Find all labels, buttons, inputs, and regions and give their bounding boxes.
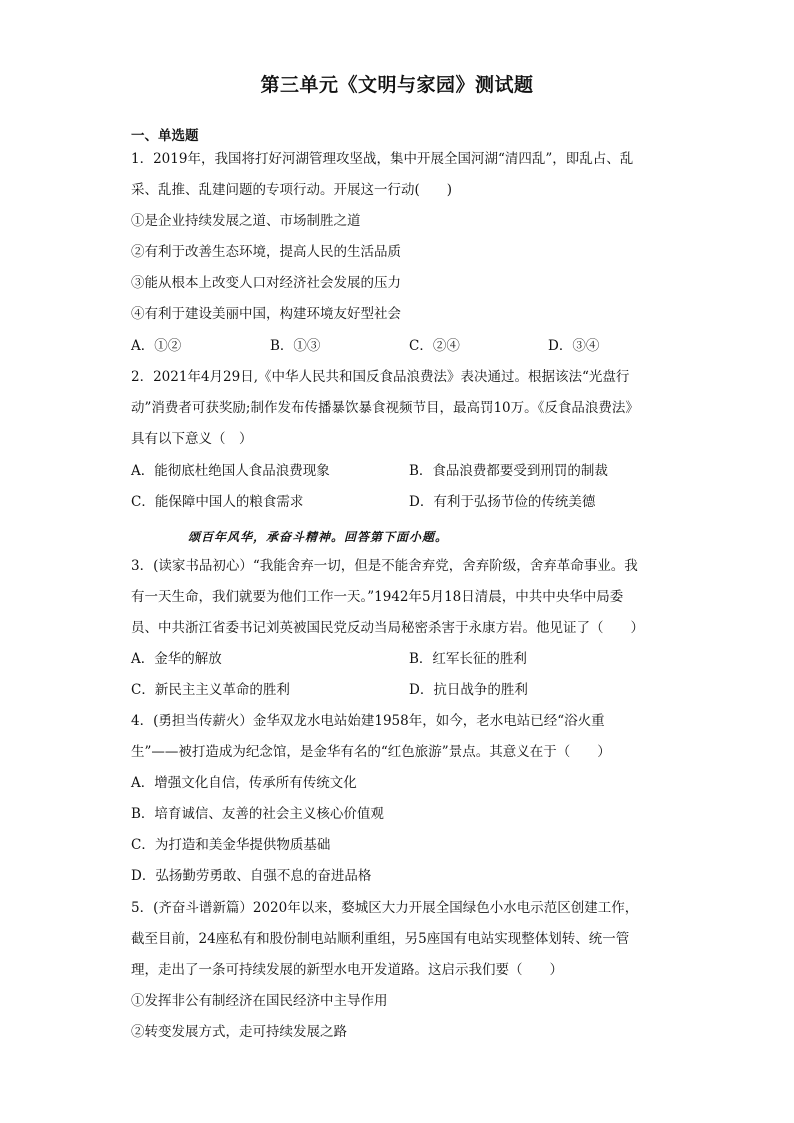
- q2-stem-line2: 动”消费者可获奖励;制作发布传播暴饮暴食视频节目，最高罚10万。《反食品浪费法》: [131, 400, 639, 416]
- q1-statement-1: ①是企业持续发展之道、市场制胜之道: [131, 213, 361, 229]
- q5-stem-line2: 截至目前，24座私有和股份制电站顺利重组，另5座国有电站实现整体划转、统一管: [131, 931, 630, 947]
- q3-option-a[interactable]: A．金华的解放: [131, 651, 222, 667]
- q1-option-d[interactable]: D．③④: [548, 338, 600, 354]
- q4-option-d[interactable]: D．弘扬勤劳勇敢、自强不息的奋进品格: [131, 868, 372, 884]
- q3-stem-line2: 有一天生命，我们就要为他们工作一天。”1942年5月18日清晨，中共中央华中局委: [131, 589, 624, 605]
- q1-option-a[interactable]: A．①②: [131, 338, 182, 354]
- q3-stem-line1: 3．(读家书品初心）“我能舍弃一切，但是不能舍弃党，舍弃阶级，舍弃革命事业。我: [131, 558, 638, 574]
- q1-statement-4: ④有利于建设美丽中国，构建环境友好型社会: [131, 306, 401, 322]
- q1-stem-line2: 采、乱推、乱建问题的专项行动。开展这一行动( ): [131, 182, 453, 198]
- q4-stem-line2: 生”——被打造成为纪念馆，是金华有名的“红色旅游”景点。其意义在于（ ）: [131, 744, 611, 760]
- q5-statement-1: ①发挥非公有制经济在国民经济中主导作用: [131, 993, 388, 1009]
- q1-statement-3: ③能从根本上改变人口对经济社会发展的压力: [131, 275, 401, 291]
- q4-option-a[interactable]: A．增强文化自信，传承所有传统文化: [131, 775, 357, 791]
- q4-stem-line1: 4．(勇担当传薪火）金华双龙水电站始建1958年，如今，老水电站已经“浴火重: [131, 713, 605, 729]
- q2-stem-line1: 2．2021年4月29日,《中华人民共和国反食品浪费法》表决通过。根据该法“光盘行: [131, 369, 630, 385]
- q4-option-c[interactable]: C．为打造和美金华提供物质基础: [131, 837, 331, 853]
- q4-option-b[interactable]: B．培育诚信、友善的社会主义核心价值观: [131, 806, 384, 822]
- q3-option-c[interactable]: C．新民主主义革命的胜利: [131, 682, 290, 698]
- q1-statement-2: ②有利于改善生态环境，提高人民的生活品质: [131, 244, 401, 260]
- q2-option-a[interactable]: A．能彻底杜绝国人食品浪费现象: [131, 463, 330, 479]
- q1-stem-line1: 1．2019年，我国将打好河湖管理攻坚战，集中开展全国河湖“清四乱”，即乱占、乱: [131, 151, 634, 167]
- section-heading: 一、单选题: [131, 128, 199, 144]
- q5-stem-line3: 理，走出了一条可持续发展的新型水电开发道路。这启示我们要（ ）: [131, 962, 563, 978]
- q5-stem-line1: 5．(齐奋斗谱新篇）2020年以来，婺城区大力开展全国绿色小水电示范区创建工作，: [131, 900, 639, 916]
- q2-option-d[interactable]: D．有利于弘扬节俭的传统美德: [409, 494, 596, 510]
- page-title: 第三单元《文明与家园》测试题: [260, 74, 534, 96]
- q3-stem-line3: 员、中共浙江省委书记刘英被国民党反动当局秘密杀害于永康方岩。他见证了（ ）: [131, 620, 644, 636]
- q3-option-d[interactable]: D．抗日战争的胜利: [409, 682, 528, 698]
- passage-note: 颂百年风华，承奋斗精神。回答第下面小题。: [188, 530, 449, 544]
- q1-option-b[interactable]: B．①③: [270, 338, 321, 354]
- q2-stem-line3: 具有以下意义（ ）: [131, 431, 253, 447]
- q3-option-b[interactable]: B．红军长征的胜利: [409, 651, 527, 667]
- q1-option-c[interactable]: C．②④: [409, 338, 460, 354]
- q2-option-c[interactable]: C．能保障中国人的粮食需求: [131, 494, 304, 510]
- q5-statement-2: ②转变发展方式，走可持续发展之路: [131, 1024, 347, 1040]
- q2-option-b[interactable]: B．食品浪费都要受到刑罚的制裁: [409, 463, 608, 479]
